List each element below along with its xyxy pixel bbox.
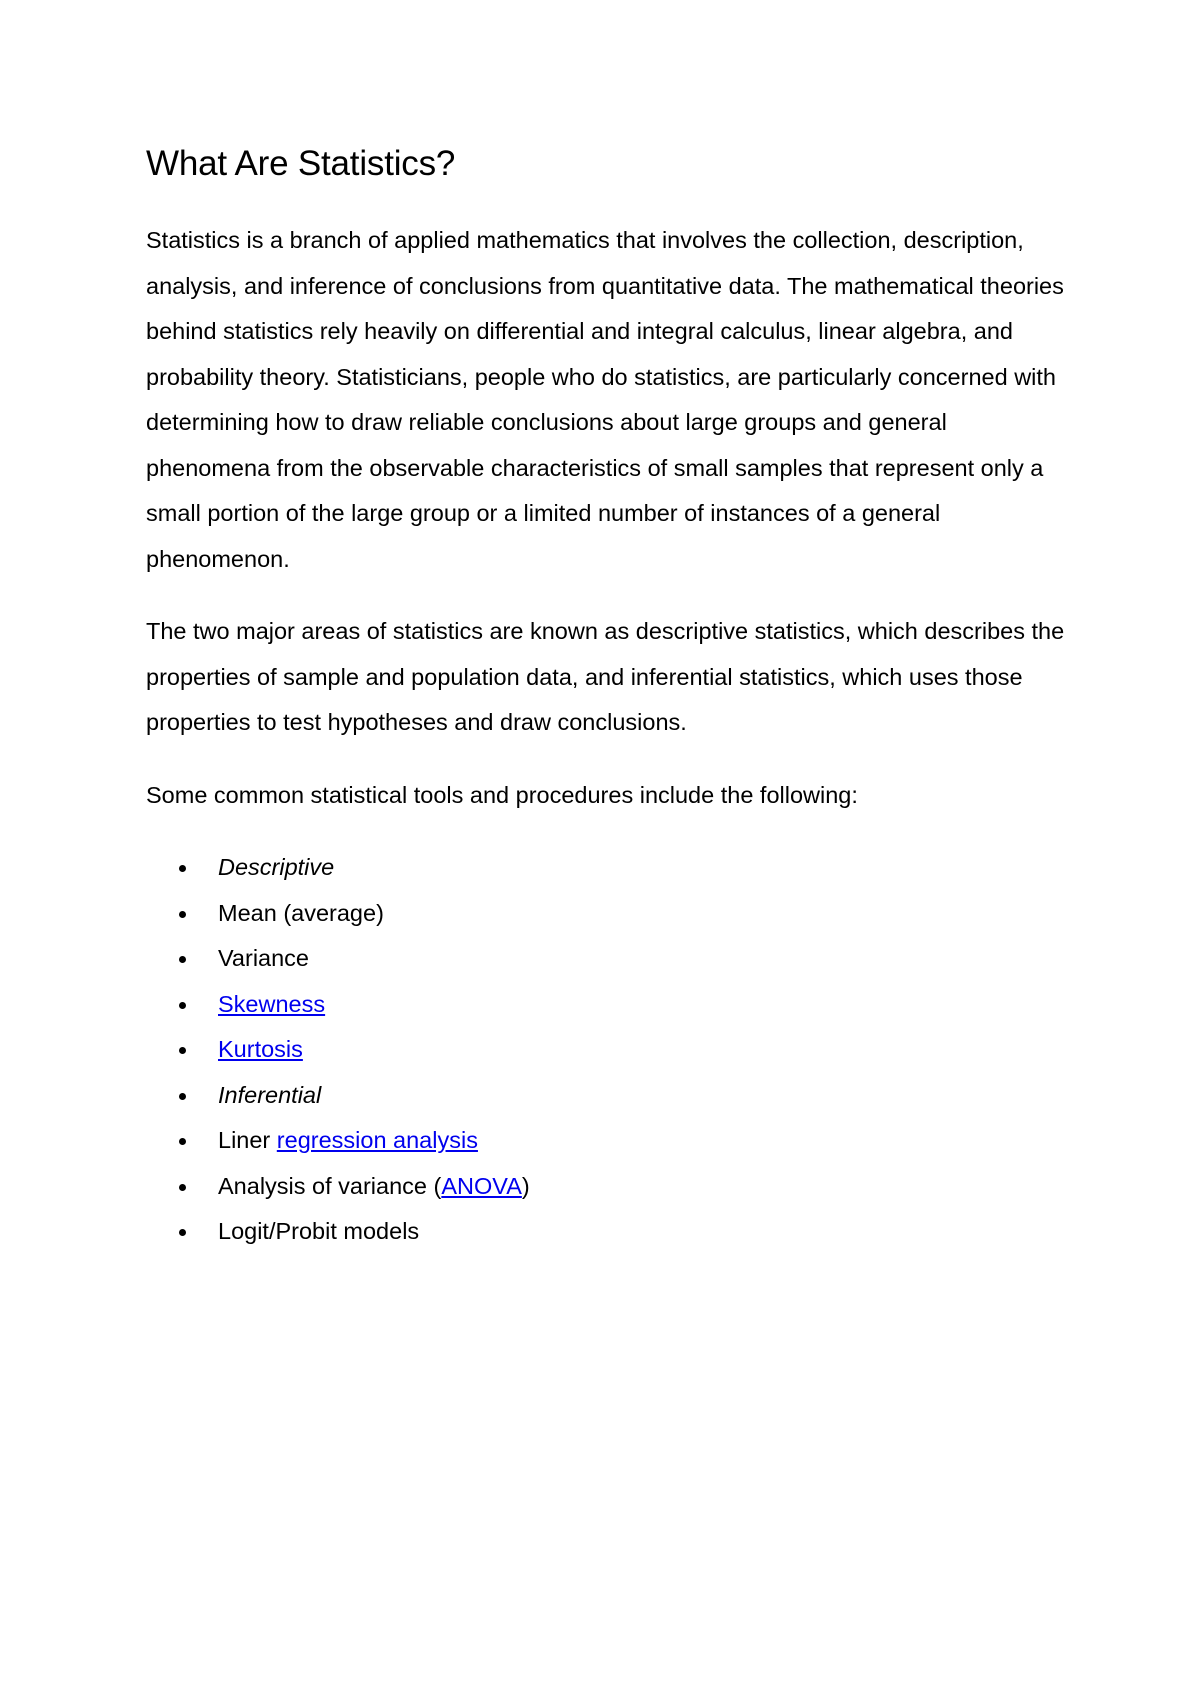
- list-item-label: Inferential: [218, 1081, 322, 1108]
- anova-link[interactable]: ANOVA: [441, 1172, 522, 1199]
- list-intro: Some common statistical tools and procedures include the following:: [146, 781, 858, 808]
- regression-analysis-link[interactable]: regression analysis: [276, 1127, 478, 1153]
- list-item-mean: [146, 891, 1066, 937]
- kurtosis-link[interactable]: Kurtosis: [218, 1036, 303, 1062]
- bullet-icon: [179, 911, 186, 918]
- list-item-variance: [146, 936, 1066, 982]
- list-item-anova: [146, 1164, 1066, 1210]
- bullet-icon: [179, 1093, 186, 1100]
- list-item-skewness: [146, 982, 1066, 1028]
- tools-list: [146, 845, 1066, 1255]
- list-item-label: Descriptive: [218, 854, 335, 880]
- document-page: [146, 140, 1066, 1255]
- list-item-label: Mean (average): [218, 899, 384, 926]
- list-item-inferential: [146, 1073, 1066, 1119]
- bullet-icon: [179, 1184, 186, 1191]
- bullet-icon: [179, 1047, 186, 1054]
- page-title: What Are Statistics?: [146, 144, 456, 183]
- list-item-label: Logit/Probit models: [218, 1218, 420, 1244]
- list-item-regression: [146, 1118, 1066, 1164]
- list-item-label: Analysis of variance (: [218, 1172, 442, 1199]
- list-item-logit: [146, 1209, 1066, 1255]
- bullet-icon: [179, 1138, 186, 1145]
- bullet-icon: [179, 956, 186, 963]
- list-item-suffix: ): [521, 1172, 530, 1199]
- list-item-kurtosis: [146, 1027, 1066, 1073]
- bullet-icon: [179, 1002, 186, 1009]
- list-item-descriptive: [146, 845, 1066, 891]
- skewness-link[interactable]: Skewness: [218, 990, 326, 1017]
- bullet-icon: [179, 865, 186, 872]
- list-item-label: Liner: [218, 1127, 277, 1153]
- paragraph-major-areas: The two major areas of statistics are known as descriptive statistics, which describes the properties of sample and population data, and inferential statistics, which uses those properties to test hypotheses and draw conclusions.: [146, 618, 1065, 735]
- bullet-icon: [179, 1229, 186, 1236]
- list-item-label: Variance: [218, 945, 310, 971]
- paragraph-definition: Statistics is a branch of applied mathematics that involves the collection, description, analysis, and inference of conclusions from quantitative data. The mathematical theories behind statistics rely heavily on differential and integral calculus, linear algebra, and probability theory. Statisticians, people who do statistics, are particularly concerned with determining how to draw reliable conclusions about large groups and general phenomena from the observable characteristics of small samples that represent only a small portion of the large group or a limited number of instances of a general phenomenon.: [146, 227, 1064, 572]
